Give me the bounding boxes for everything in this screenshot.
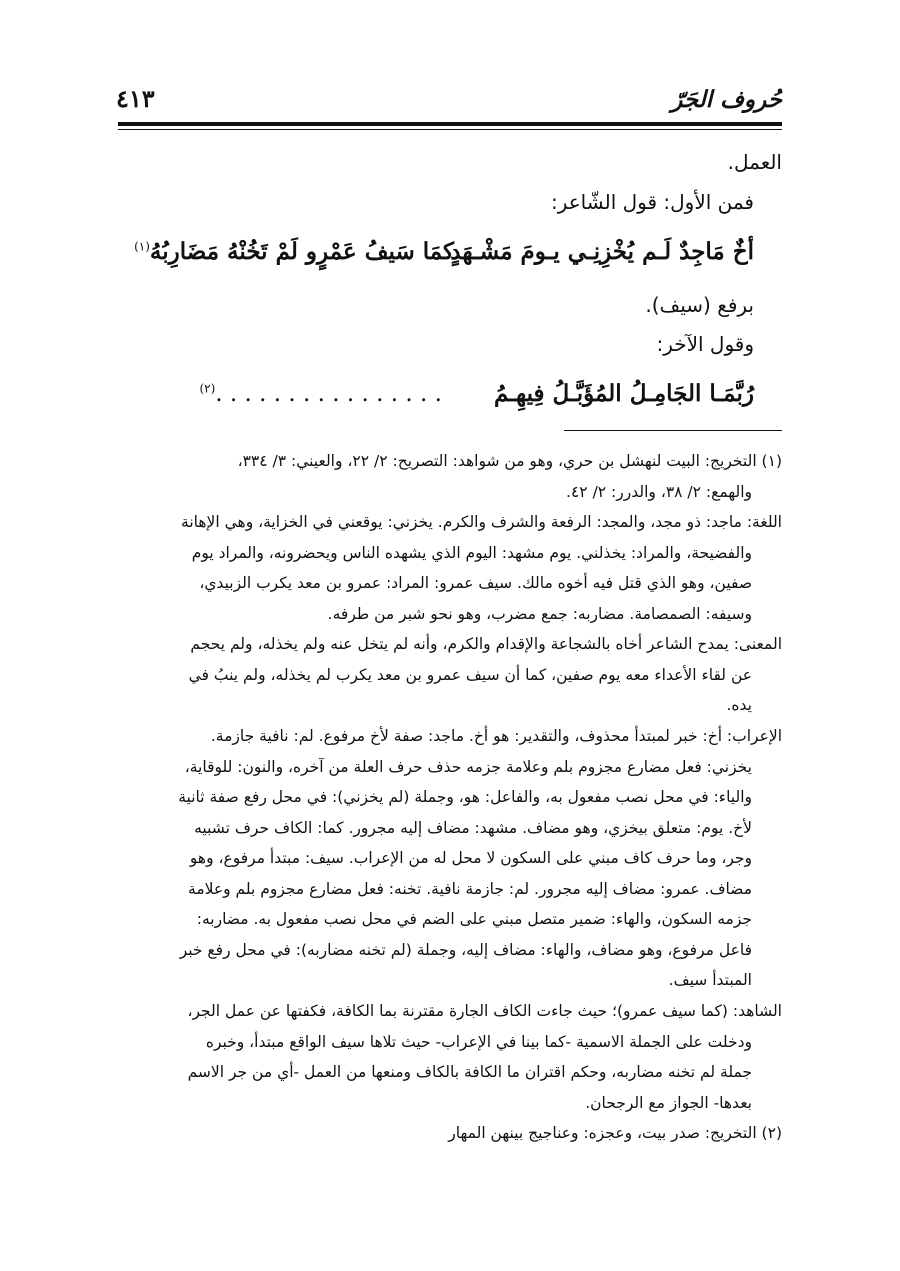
lugha-line: اللغة: ماجد: ذو مجد، والمجد: الرفعة والشرف والكرم. يخزني: يوقعني في الخزاية، وهي الإهانة	[181, 513, 782, 531]
footnote-ref-2: (٢)	[199, 381, 216, 396]
mana-line: عن لقاء الأعداء معه يوم صفين، كما أن سيف عمرو بن معد يكرب لم يخذله، ولم ينبُ في	[188, 665, 752, 684]
header-rule-thick	[118, 122, 782, 126]
footnote-lugha	[116, 507, 782, 629]
body-line-4: وقول الآخر:	[656, 332, 754, 356]
irab-line: والياء: في محل نصب مفعول به، والفاعل: هو، وجملة (لم يخزني): في محل رفع صفة ثانية	[178, 788, 752, 806]
running-title: حُروف الجَرّ	[671, 86, 782, 113]
irab-line: يخزني: فعل مضارع مجزوم بلم وعلامة جزمه حذف حرف العلة من آخره، والنون: للوقاية،	[184, 757, 752, 776]
lugha-line: والفضيحة، والمراد: يخذلني. يوم مشهد: اليوم الذي يشهده الناس ويحضرونه، والمراد يوم	[191, 543, 752, 562]
irab-line: مضاف. عمرو: مضاف إليه مجرور. لم: جازمة نافية. تخنه: فعل مضارع مجزوم بلم وعلامة	[188, 879, 752, 898]
footnote-1-line: (١) التخريج: البيت لنهشل بن حري، وهو من شواهد: التصريح: ٢/ ٢٢، والعيني: ٣/ ٣٣٤،	[237, 452, 782, 470]
body-line-3: برفع (سيف).	[645, 293, 754, 317]
lugha-line: وسيفه: الصمصامة. مضاربه: جمع مضرب، وهو نحو شبر من طرفه.	[327, 604, 752, 623]
shahid-line: الشاهد: (كما سيف عمرو)؛ حيث جاءت الكاف الجارة مقترنة بما الكافة، فكفتها عن عمل الجر،	[187, 1002, 782, 1020]
shahid-line: بعدها- الجواز مع الرجحان.	[585, 1093, 752, 1112]
verse-1-second-hemistich	[134, 240, 454, 263]
verse-1-second-text: كمَا سَيفُ عَمْرٍو لَمْ تَخُنْهُ مَضَارِبُهُ	[149, 238, 454, 265]
footnote-1	[116, 446, 782, 507]
footnote-shahid	[116, 996, 782, 1118]
footnote-separator	[564, 430, 782, 431]
irab-line: جزمه السكون، والهاء: ضمير متصل مبني على الضم في محل نصب مفعول به. مضاربه:	[196, 910, 752, 928]
footnote-irab	[116, 721, 782, 996]
irab-line: فاعل مرفوع، وهو مضاف، والهاء: مضاف إليه، وجملة (لم تخنه مضاربه): في محل رفع خبر	[179, 940, 752, 959]
body-line-2: فمن الأول: قول الشّاعر:	[550, 190, 754, 214]
verse-1-first-hemistich	[450, 240, 754, 263]
footnote-ref-1: (١)	[134, 239, 150, 254]
body-line-1: العمل.	[727, 150, 782, 174]
verse-1-first-text: أخٌ مَاجِدٌ لَـم يُخْزِنِـي يـومَ مَشْـهَدٍ	[450, 238, 754, 265]
irab-line: الإعراب: أخ: خبر لمبتدأ محذوف، والتقدير: هو أخ. ماجد: صفة لأخ مرفوع. لم: نافية جازمة.	[210, 727, 782, 745]
irab-line: لأخ. يوم: متعلق بيخزي، وهو مضاف. مشهد: مضاف إليه مجرور. كما: الكاف حرف تشبيه	[194, 818, 752, 837]
footnote-mana	[116, 629, 782, 721]
lugha-line: صفين، وهو الذي قتل فيه أخوه مالك. سيف عمرو: المراد: عمرو بن معد يكرب الزبيدي،	[199, 574, 752, 592]
verse-2-dots: . . . . . . . . . . . . . . . .	[215, 381, 442, 407]
footnote-2-line: (٢) التخريج: صدر بيت، وعجزه: وعناجيج بينهن المهار	[448, 1124, 782, 1142]
mana-line: يده.	[726, 696, 752, 714]
verse-2	[199, 382, 754, 406]
header-rule-thin	[118, 129, 782, 130]
shahid-line: ودخلت على الجملة الاسمية -كما بينا في الإعراب- حيث تلاها سيف الواقع مبتدأ، وخبره	[205, 1032, 752, 1051]
irab-line: وجر، وما حرف كاف مبني على السكون لا محل له من الإعراب. سيف: مبتدأ مرفوع، وهو	[189, 849, 752, 867]
footnote-1-line: والهمع: ٢/ ٣٨، والدرر: ٢/ ٤٢.	[566, 482, 752, 501]
verse-2-text: رُبَّمَـا الجَامِـلُ المُؤَبَّـلُ فِيهِـمُ	[493, 380, 754, 407]
page-number: ٤١٣	[116, 84, 155, 113]
mana-line: المعنى: يمدح الشاعر أخاه بالشجاعة والإقدام والكرم، وأنه لم يتخل عنه ولم يخذله، ولم يحجم	[190, 635, 782, 653]
irab-line: المبتدأ سيف.	[668, 971, 752, 989]
shahid-line: جملة لم تخنه مضاربه، وحكم اقتران ما الكافة بالكاف ومنعها من العمل -أي من جر الاسم	[187, 1063, 752, 1081]
footnote-2	[116, 1118, 782, 1149]
